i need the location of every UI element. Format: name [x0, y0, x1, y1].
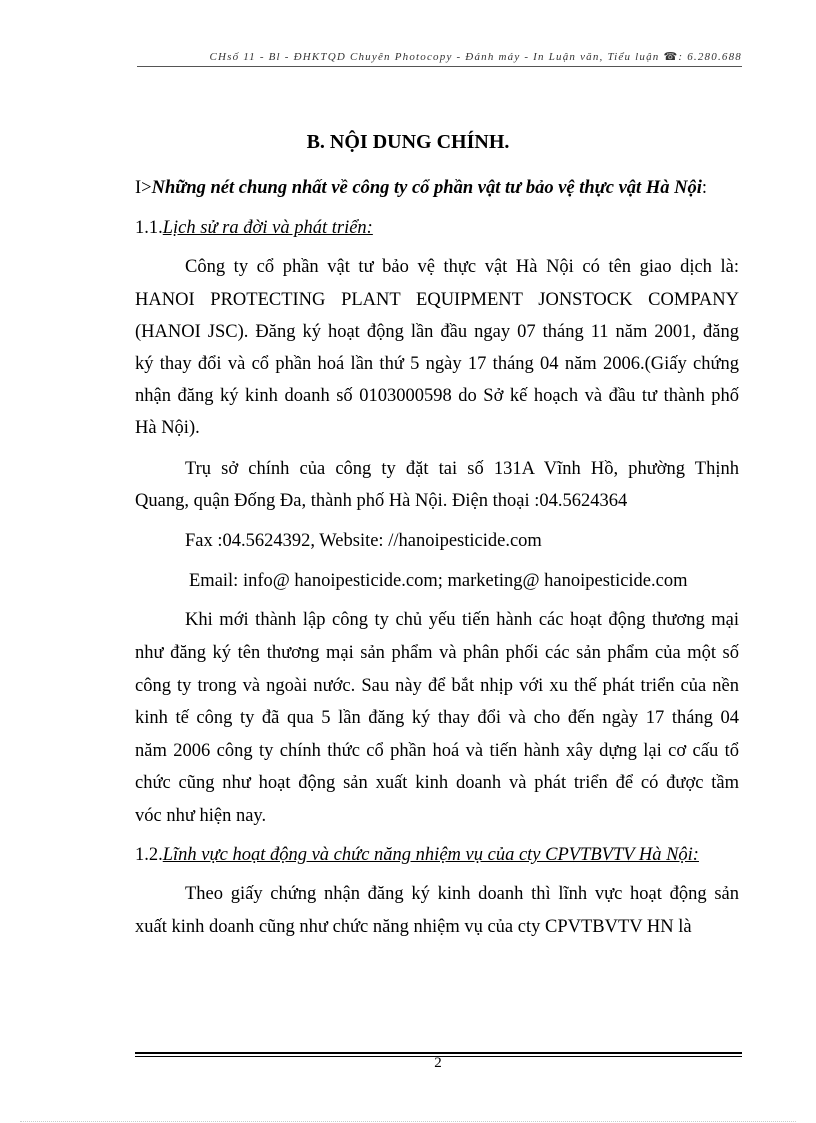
- page-bottom-border: [20, 1121, 796, 1122]
- intro-heading: [135, 178, 707, 199]
- header-rule: [137, 66, 742, 67]
- paragraph-line: xuất kinh doanh cũng như chức năng nhiệm vụ của cty CPVTBVTV HN là: [135, 917, 692, 937]
- intro-bullet: I>: [135, 178, 152, 198]
- paragraph-line: như đăng ký tên thương mại sản phẩm và phân phối các sản phẩm của một số: [135, 643, 739, 663]
- paragraph-line: nhận đăng ký kinh doanh số 0103000598 do Sở kế hoạch và đầu tư thành phố: [135, 386, 739, 406]
- phone-icon: ☎: [663, 51, 679, 63]
- paragraph-line: Hà Nội).: [135, 418, 200, 438]
- paragraph-line: vóc như hiện nay.: [135, 806, 267, 826]
- paragraph-line: Theo giấy chứng nhận đăng ký kinh doanh thì lĩnh vực hoạt động sản: [185, 884, 739, 904]
- paragraph-line: Công ty cổ phần vật tư bảo vệ thực vật Hà Nội có tên giao dịch là:: [185, 257, 739, 277]
- page-title: B. NỘI DUNG CHÍNH.: [306, 131, 510, 153]
- section-2-number: 1.2.: [135, 845, 163, 865]
- section-2-title: Lĩnh vực hoạt động và chức năng nhiệm vụ của cty CPVTBVTV Hà Nội:: [162, 845, 699, 865]
- fax-website-line: Fax :04.5624392, Website: //hanoipesticide.com: [185, 531, 542, 551]
- page-number: 2: [434, 1055, 442, 1071]
- intro-heading-text: Những nét chung nhất về công ty cổ phần vật tư bảo vệ thực vật Hà Nội: [151, 178, 702, 198]
- paragraph-line: HANOI PROTECTING PLANT EQUIPMENT JONSTOCK COMPANY: [135, 290, 739, 310]
- section-1-number: 1.1.: [135, 218, 163, 238]
- section-1-heading: [135, 218, 373, 239]
- email-line: Email: info@ hanoipesticide.com; marketing@ hanoipesticide.com: [189, 571, 688, 591]
- paragraph-line: Quang, quận Đống Đa, thành phố Hà Nội. Điện thoại :04.5624364: [135, 491, 628, 511]
- section-2-heading: [135, 845, 699, 866]
- paragraph-line: chức cũng như hoạt động sản xuất kinh doanh và phát triển để có được tầm: [135, 773, 739, 793]
- header-phone: : 6.280.688: [678, 51, 742, 63]
- paragraph-line: kinh tế công ty đã qua 5 lần đăng ký thay đổi và cho đến ngày 17 tháng 04: [135, 708, 739, 728]
- page-header: [137, 50, 742, 63]
- header-text: CHsố 11 - Bl - ĐHKTQD Chuyên Photocopy - Đánh máy - In Luận văn, Tiểu luận: [209, 51, 660, 63]
- paragraph-line: công ty trong và ngoài nước. Sau này để bắt nhịp với xu thế phát triển của nền: [135, 676, 739, 696]
- paragraph-line: (HANOI JSC). Đăng ký hoạt động lần đầu ngay 07 tháng 11 năm 2001, đăng: [135, 322, 739, 342]
- intro-colon: :: [701, 178, 707, 198]
- paragraph-line: Khi mới thành lập công ty chủ yếu tiến hành các hoạt động thương mại: [185, 610, 739, 630]
- footer-rule: [135, 1052, 742, 1054]
- section-1-title: Lịch sử ra đời và phát triển:: [162, 218, 373, 238]
- paragraph-line: ký thay đổi và cổ phần hoá lần thứ 5 ngày 17 tháng 04 năm 2006.(Giấy chứng: [135, 354, 739, 374]
- paragraph-line: năm 2006 công ty chính thức cổ phần hoá và tiến hành xây dựng lại cơ cấu tổ: [135, 741, 739, 761]
- paragraph-line: Trụ sở chính của công ty đặt tai số 131A Vĩnh Hồ, phường Thịnh: [185, 459, 739, 479]
